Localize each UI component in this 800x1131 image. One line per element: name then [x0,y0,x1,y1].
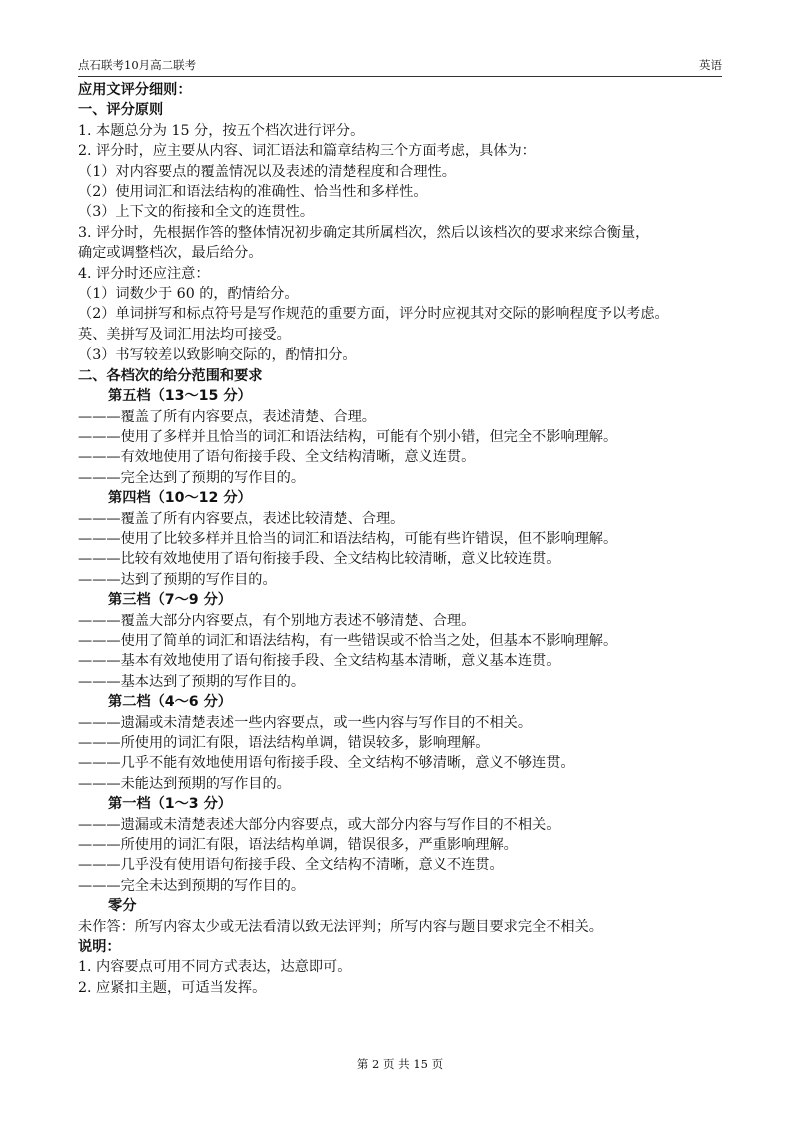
rubric-line: ———使用了简单的词汇和语法结构，有一些错误或不恰当之处，但基本不影响理解。 [78,632,618,649]
rubric-line: ———比较有效地使用了语句衔接手段、全文结构比较清晰，意义比较连贯。 [78,551,561,568]
section-heading: 二、各档次的给分范围和要求 [78,367,263,384]
exam-title: 点石联考10月高二联考 [78,58,197,72]
rubric-line: ———遗漏或未清楚表述大部分内容要点，或大部分内容与写作目的不相关。 [78,816,561,833]
section-heading: 应用文评分细则： [78,82,192,98]
rubric-line: 1. 本题总分为 15 分，按五个档次进行评分。 [78,122,365,139]
rubric-line: 4. 评分时还应注意： [78,265,210,282]
rubric-line: ———使用了多样并且恰当的词汇和语法结构，可能有个别小错，但完全不影响理解。 [78,428,618,445]
rubric-line: ———完全达到了预期的写作目的。 [78,469,306,486]
grade-heading: 第二档（4～6 分） [108,694,232,711]
rubric-line: （2）单词拼写和标点符号是写作规范的重要方面，评分时应视其对交际的影响程度予以考虑。 [78,306,669,323]
grade-heading: 第一档（1～3 分） [108,796,232,813]
rubric-line: ———未能达到预期的写作目的。 [78,775,291,792]
rubric-line: 未作答：所写内容太少或无法看清以致无法评判；所写内容与题目要求完全不相关。 [78,918,603,935]
rubric-line: ———几乎不能有效地使用语句衔接手段、全文结构不够清晰，意义不够连贯。 [78,755,575,772]
rubric-line: （3）书写较差以致影响交际的，酌情扣分。 [78,347,357,364]
rubric-line: ———基本有效地使用了语句衔接手段、全文结构基本清晰，意义基本连贯。 [78,653,561,670]
grade-heading: 零分 [108,898,137,915]
rubric-line: ———覆盖了所有内容要点，表述清楚、合理。 [78,408,376,425]
rubric-line: （2）使用词汇和语法结构的准确性、恰当性和多样性。 [78,184,428,201]
rubric-line: ———有效地使用了语句衔接手段、全文结构清晰，意义连贯。 [78,449,476,466]
section-heading: 说明： [78,939,121,956]
rubric-line: ———所使用的词汇有限，语法结构单调，错误较多，影响理解。 [78,735,490,751]
rubric-line: ———达到了预期的写作目的。 [78,571,277,588]
rubric-line: ———覆盖大部分内容要点，有个别地方表述不够清楚、合理。 [78,612,476,629]
rubric-line: ———基本达到了预期的写作目的。 [78,673,306,690]
page-number: 第 2 页 共 15 页 [356,1057,444,1071]
rubric-line: ———使用了比较多样并且恰当的词汇和语法结构，可能有些许错误，但不影响理解。 [78,530,618,547]
rubric-line: 2. 应紧扣主题，可适当发挥。 [78,979,267,996]
rubric-line: ———覆盖了所有内容要点，表述比较清楚、合理。 [78,510,405,527]
grade-heading: 第四档（10～12 分） [108,490,252,507]
rubric-line: 1. 内容要点可用不同方式表达，达意即可。 [78,959,352,976]
rubric-line: 3. 评分时，先根据作答的整体情况初步确定其所属档次，然后以该档次的要求来综合衡量， [78,224,650,241]
rubric-line: 英、美拼写及词汇用法均可接受。 [78,326,291,343]
grade-heading: 第五档（13～15 分） [108,388,252,405]
page-header [78,58,722,77]
rubric-line: （3）上下文的衔接和全文的连贯性。 [78,204,315,221]
rubric-line: ———几乎没有使用语句衔接手段、全文结构不清晰，意义不连贯。 [78,857,504,874]
grade-heading: 第三档（7～9 分） [108,592,232,609]
rubric-line: 确定或调整档次，最后给分。 [78,245,263,262]
scoring-rubric [78,80,730,998]
rubric-line: ———完全未达到预期的写作目的。 [78,877,306,894]
subject-label: 英语 [699,58,722,72]
rubric-line: ———所使用的词汇有限，语法结构单调，错误很多，严重影响理解。 [78,837,518,854]
rubric-line: （1）对内容要点的覆盖情况以及表述的清楚程度和合理性。 [78,163,456,180]
rubric-line: 2. 评分时，应主要从内容、词汇语法和篇章结构三个方面考虑，具体为： [78,143,536,160]
rubric-line: ———遗漏或未清楚表述一些内容要点，或一些内容与写作目的不相关。 [78,714,533,731]
rubric-line: （1）词数少于 60 的，酌情给分。 [78,286,299,303]
section-heading: 一、评分原则 [78,102,164,119]
